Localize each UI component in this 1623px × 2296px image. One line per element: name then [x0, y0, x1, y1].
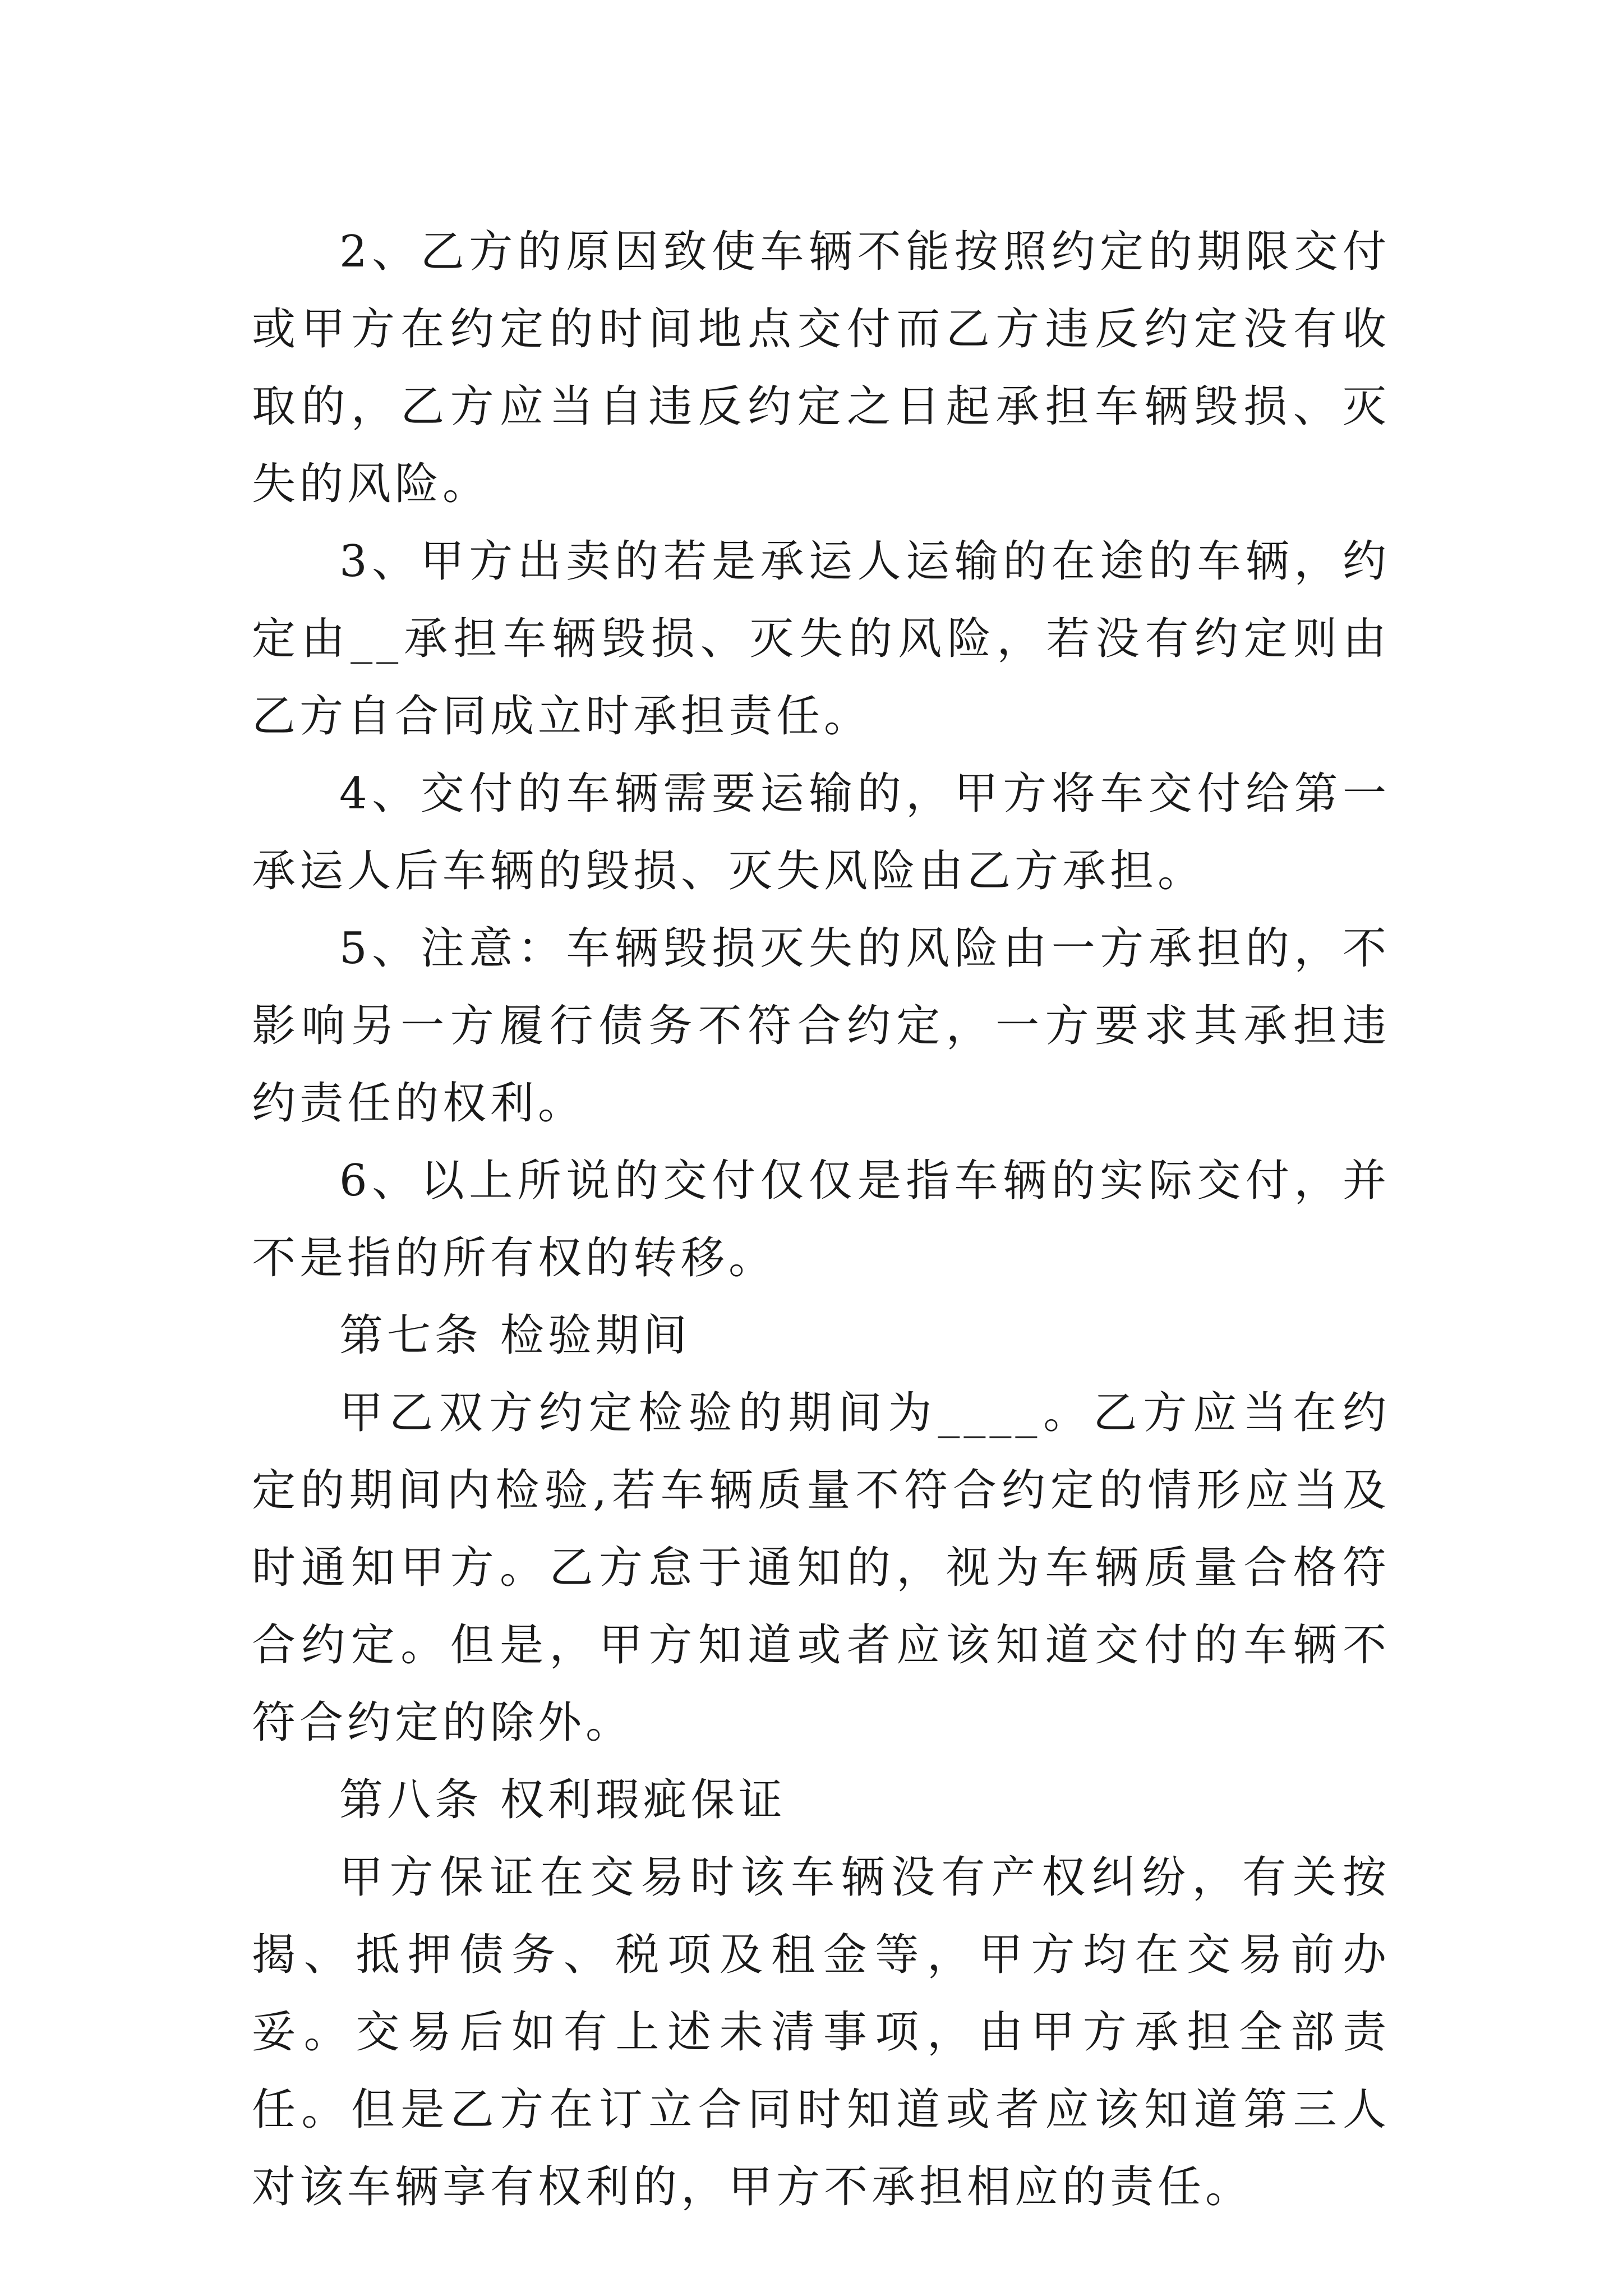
- clause-6-paragraph: 6、以上所说的交付仅仅是指车辆的实际交付，并不是指的所有权的转移。: [252, 1156, 1390, 1283]
- clause-4-paragraph: 4、交付的车辆需要运输的，甲方将车交付给第一承运人后车辆的毁损、灭失风险由乙方承担。: [252, 769, 1390, 896]
- document-body: [252, 213, 1390, 2226]
- clause-5-paragraph: 5、注意：车辆毁损灭失的风险由一方承担的，不影响另一方履行债务不符合约定，一方要求其承担违约责任的权利。: [252, 923, 1390, 1129]
- article-7-paragraph: 甲乙双方约定检验的期间为____。乙方应当在约定的期间内检验,若车辆质量不符合约定的情形应当及时通知甲方。乙方怠于通知的，视为车辆质量合格符合约定。但是，甲方知道或者应该知道交付的车辆不符合约定的除外。: [252, 1388, 1390, 1748]
- article-7-heading: 第七条 检验期间: [339, 1310, 691, 1361]
- article-8-heading: 第八条 权利瑕疵保证: [339, 1775, 786, 1825]
- article-8-paragraph: 甲方保证在交易时该车辆没有产权纠纷，有关按揭、抵押债务、税项及租金等，甲方均在交易前办妥。交易后如有上述未清事项，由甲方承担全部责任。但是乙方在订立合同时知道或者应该知道第三人对该车辆享有权利的，甲方不承担相应的责任。: [252, 1852, 1390, 2212]
- clause-2-paragraph: 2、乙方的原因致使车辆不能按照约定的期限交付或甲方在约定的时间地点交付而乙方违反约定没有收取的，乙方应当自违反约定之日起承担车辆毁损、灭失的风险。: [252, 227, 1390, 509]
- clause-3-paragraph: 3、甲方出卖的若是承运人运输的在途的车辆，约定由__承担车辆毁损、灭失的风险，若没有约定则由乙方自合同成立时承担责任。: [252, 536, 1390, 742]
